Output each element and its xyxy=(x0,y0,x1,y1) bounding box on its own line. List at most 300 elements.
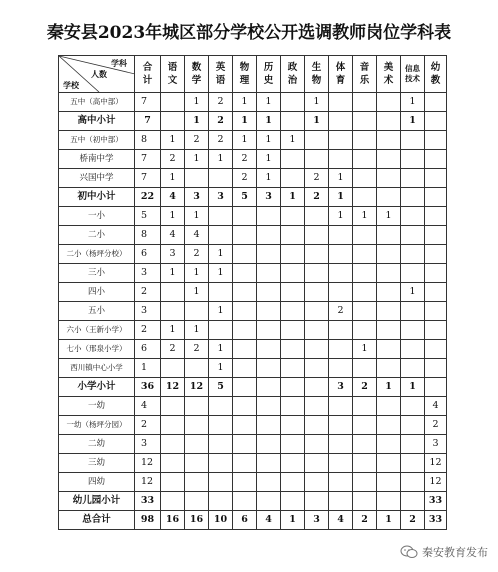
value-cell xyxy=(233,416,257,435)
value-cell: 1 xyxy=(281,188,305,207)
value-cell xyxy=(425,321,447,340)
value-cell: 1 xyxy=(401,112,425,131)
value-cell: 10 xyxy=(209,511,233,530)
value-cell xyxy=(353,492,377,511)
value-cell xyxy=(401,416,425,435)
col-header-label: 美术 xyxy=(383,62,394,86)
value-cell xyxy=(425,188,447,207)
value-cell xyxy=(353,302,377,321)
page-title: 秦安县2023年城区部分学校公开选调教师岗位学科表 xyxy=(46,23,452,43)
value-cell xyxy=(305,226,329,245)
value-cell: 4 xyxy=(425,397,447,416)
value-cell: 12 xyxy=(135,454,161,473)
value-cell: 1 xyxy=(209,264,233,283)
value-cell xyxy=(281,283,305,302)
value-cell: 12 xyxy=(425,473,447,492)
watermark-text: 秦安教育发布 xyxy=(422,546,488,559)
school-name-cell: 兴国中学 xyxy=(59,169,135,188)
value-cell xyxy=(305,283,329,302)
value-cell xyxy=(305,378,329,397)
value-cell: 3 xyxy=(257,188,281,207)
table-body xyxy=(59,93,447,530)
value-cell xyxy=(185,454,209,473)
value-cell: 3 xyxy=(185,188,209,207)
value-cell: 12 xyxy=(185,378,209,397)
value-cell: 1 xyxy=(401,283,425,302)
table-row xyxy=(59,150,447,169)
value-cell xyxy=(161,359,185,378)
value-cell xyxy=(209,397,233,416)
value-cell xyxy=(401,207,425,226)
value-cell xyxy=(305,207,329,226)
value-cell: 1 xyxy=(329,169,353,188)
value-cell: 5 xyxy=(233,188,257,207)
value-cell xyxy=(425,359,447,378)
value-cell xyxy=(257,340,281,359)
value-cell xyxy=(281,378,305,397)
value-cell: 1 xyxy=(257,131,281,150)
col-header-label: 信息技术 xyxy=(405,64,420,83)
value-cell: 1 xyxy=(305,93,329,112)
value-cell: 1 xyxy=(401,93,425,112)
value-cell: 1 xyxy=(161,169,185,188)
value-cell: 1 xyxy=(185,150,209,169)
value-cell xyxy=(257,264,281,283)
value-cell: 36 xyxy=(135,378,161,397)
value-cell xyxy=(401,131,425,150)
school-name-cell: 四幼 xyxy=(59,473,135,492)
value-cell: 12 xyxy=(161,378,185,397)
value-cell xyxy=(257,378,281,397)
value-cell xyxy=(233,378,257,397)
value-cell xyxy=(401,492,425,511)
value-cell xyxy=(233,473,257,492)
value-cell xyxy=(329,397,353,416)
value-cell xyxy=(257,454,281,473)
value-cell xyxy=(233,302,257,321)
value-cell xyxy=(401,169,425,188)
value-cell: 2 xyxy=(425,416,447,435)
value-cell xyxy=(281,264,305,283)
value-cell: 3 xyxy=(161,245,185,264)
value-cell: 1 xyxy=(185,93,209,112)
value-cell: 1 xyxy=(209,150,233,169)
value-cell: 1 xyxy=(305,112,329,131)
table-row xyxy=(59,93,447,112)
value-cell: 2 xyxy=(209,112,233,131)
value-cell: 2 xyxy=(185,340,209,359)
table-row xyxy=(59,302,447,321)
value-cell xyxy=(353,264,377,283)
value-cell xyxy=(425,207,447,226)
value-cell xyxy=(305,492,329,511)
value-cell xyxy=(305,245,329,264)
value-cell: 4 xyxy=(135,397,161,416)
value-cell xyxy=(377,492,401,511)
value-cell: 6 xyxy=(233,511,257,530)
value-cell: 1 xyxy=(185,207,209,226)
value-cell xyxy=(209,283,233,302)
value-cell xyxy=(209,435,233,454)
table-row xyxy=(59,245,447,264)
subtotal-row xyxy=(59,492,447,511)
value-cell: 33 xyxy=(425,511,447,530)
table-row xyxy=(59,131,447,150)
value-cell xyxy=(353,226,377,245)
value-cell xyxy=(233,340,257,359)
value-cell xyxy=(329,321,353,340)
value-cell xyxy=(233,226,257,245)
value-cell: 16 xyxy=(161,511,185,530)
value-cell xyxy=(401,435,425,454)
value-cell xyxy=(329,435,353,454)
value-cell xyxy=(281,435,305,454)
school-name-cell: 二小 xyxy=(59,226,135,245)
value-cell xyxy=(377,283,401,302)
subject-table xyxy=(58,55,447,530)
value-cell: 1 xyxy=(161,207,185,226)
diag-school-label: 学校 xyxy=(63,80,79,90)
value-cell: 8 xyxy=(135,226,161,245)
value-cell: 3 xyxy=(135,435,161,454)
value-cell xyxy=(305,340,329,359)
value-cell: 6 xyxy=(135,340,161,359)
value-cell xyxy=(161,416,185,435)
value-cell: 2 xyxy=(305,169,329,188)
value-cell xyxy=(185,397,209,416)
value-cell xyxy=(329,492,353,511)
value-cell xyxy=(353,321,377,340)
school-name-cell: 五中（初中部） xyxy=(59,131,135,150)
value-cell: 2 xyxy=(305,188,329,207)
value-cell xyxy=(329,131,353,150)
value-cell: 3 xyxy=(425,435,447,454)
value-cell xyxy=(281,93,305,112)
value-cell: 1 xyxy=(185,264,209,283)
value-cell xyxy=(425,169,447,188)
col-header xyxy=(305,56,329,93)
value-cell: 3 xyxy=(135,264,161,283)
value-cell xyxy=(353,454,377,473)
value-cell xyxy=(185,359,209,378)
value-cell xyxy=(233,283,257,302)
value-cell xyxy=(305,359,329,378)
value-cell: 12 xyxy=(425,454,447,473)
diag-count-label: 人数 xyxy=(91,69,107,79)
value-cell xyxy=(377,397,401,416)
value-cell xyxy=(401,245,425,264)
value-cell xyxy=(209,473,233,492)
value-cell: 2 xyxy=(233,169,257,188)
value-cell xyxy=(281,397,305,416)
value-cell xyxy=(209,321,233,340)
value-cell: 1 xyxy=(185,112,209,131)
value-cell xyxy=(305,321,329,340)
value-cell xyxy=(209,492,233,511)
value-cell xyxy=(281,150,305,169)
value-cell xyxy=(377,435,401,454)
value-cell xyxy=(401,359,425,378)
col-header-label: 政治 xyxy=(287,62,298,86)
value-cell xyxy=(329,340,353,359)
value-cell xyxy=(281,473,305,492)
value-cell: 33 xyxy=(135,492,161,511)
value-cell xyxy=(353,112,377,131)
value-cell: 4 xyxy=(329,511,353,530)
value-cell: 1 xyxy=(185,283,209,302)
value-cell: 7 xyxy=(135,112,161,131)
table-row xyxy=(59,454,447,473)
value-cell xyxy=(425,112,447,131)
value-cell xyxy=(281,416,305,435)
value-cell xyxy=(281,169,305,188)
value-cell: 2 xyxy=(209,131,233,150)
table-row xyxy=(59,264,447,283)
value-cell: 1 xyxy=(377,378,401,397)
value-cell xyxy=(353,150,377,169)
subtotal-row xyxy=(59,511,447,530)
diagonal-header-cell xyxy=(59,56,135,93)
value-cell: 2 xyxy=(401,511,425,530)
col-header-label: 语文 xyxy=(167,62,178,86)
value-cell: 1 xyxy=(209,245,233,264)
value-cell xyxy=(353,416,377,435)
value-cell xyxy=(425,245,447,264)
watermark xyxy=(400,544,488,560)
value-cell: 1 xyxy=(329,207,353,226)
value-cell xyxy=(233,359,257,378)
value-cell xyxy=(233,321,257,340)
school-name-cell: 一幼（杨坪分园） xyxy=(59,416,135,435)
value-cell xyxy=(425,378,447,397)
value-cell xyxy=(281,302,305,321)
value-cell xyxy=(185,169,209,188)
value-cell xyxy=(233,245,257,264)
value-cell xyxy=(377,93,401,112)
value-cell xyxy=(329,112,353,131)
value-cell: 2 xyxy=(233,150,257,169)
value-cell: 1 xyxy=(209,302,233,321)
col-header xyxy=(257,56,281,93)
value-cell xyxy=(161,112,185,131)
value-cell: 2 xyxy=(161,340,185,359)
value-cell xyxy=(353,131,377,150)
value-cell xyxy=(305,435,329,454)
wechat-icon xyxy=(400,545,418,559)
value-cell xyxy=(233,454,257,473)
value-cell: 3 xyxy=(135,302,161,321)
value-cell xyxy=(401,150,425,169)
value-cell: 2 xyxy=(135,283,161,302)
col-header xyxy=(281,56,305,93)
value-cell: 2 xyxy=(185,245,209,264)
value-cell: 7 xyxy=(135,93,161,112)
value-cell xyxy=(185,492,209,511)
value-cell: 1 xyxy=(257,150,281,169)
col-header xyxy=(377,56,401,93)
value-cell: 1 xyxy=(353,207,377,226)
value-cell: 3 xyxy=(209,188,233,207)
value-cell xyxy=(281,454,305,473)
value-cell: 7 xyxy=(135,169,161,188)
value-cell xyxy=(377,188,401,207)
value-cell xyxy=(353,435,377,454)
value-cell: 1 xyxy=(377,207,401,226)
value-cell xyxy=(329,454,353,473)
school-name-cell: 五小 xyxy=(59,302,135,321)
col-header-label: 英语 xyxy=(215,62,226,86)
col-header xyxy=(161,56,185,93)
value-cell: 4 xyxy=(257,511,281,530)
school-name-cell: 五中（高中部） xyxy=(59,93,135,112)
col-header-label: 幼教 xyxy=(430,62,441,86)
value-cell xyxy=(257,302,281,321)
value-cell xyxy=(377,226,401,245)
value-cell xyxy=(233,397,257,416)
col-header-label: 音乐 xyxy=(359,62,370,86)
value-cell: 1 xyxy=(209,359,233,378)
header-row xyxy=(59,56,447,93)
value-cell xyxy=(161,93,185,112)
value-cell xyxy=(425,340,447,359)
school-name-cell: 一小 xyxy=(59,207,135,226)
value-cell xyxy=(377,473,401,492)
value-cell: 3 xyxy=(305,511,329,530)
value-cell xyxy=(185,302,209,321)
table-row xyxy=(59,359,447,378)
value-cell xyxy=(377,359,401,378)
value-cell xyxy=(401,321,425,340)
value-cell xyxy=(377,321,401,340)
value-cell: 1 xyxy=(281,131,305,150)
table-row xyxy=(59,283,447,302)
value-cell xyxy=(329,226,353,245)
value-cell: 1 xyxy=(135,359,161,378)
value-cell xyxy=(185,416,209,435)
value-cell xyxy=(401,226,425,245)
value-cell xyxy=(209,169,233,188)
value-cell xyxy=(425,226,447,245)
col-header xyxy=(135,56,161,93)
value-cell: 3 xyxy=(329,378,353,397)
value-cell xyxy=(401,340,425,359)
value-cell xyxy=(401,264,425,283)
value-cell xyxy=(377,245,401,264)
value-cell xyxy=(329,264,353,283)
value-cell xyxy=(425,283,447,302)
value-cell xyxy=(353,169,377,188)
col-header xyxy=(185,56,209,93)
value-cell: 4 xyxy=(161,188,185,207)
table-row xyxy=(59,435,447,454)
table-row xyxy=(59,473,447,492)
value-cell xyxy=(209,454,233,473)
value-cell: 1 xyxy=(185,321,209,340)
value-cell xyxy=(353,93,377,112)
col-header xyxy=(353,56,377,93)
value-cell xyxy=(377,169,401,188)
value-cell: 4 xyxy=(185,226,209,245)
value-cell xyxy=(305,397,329,416)
school-name-cell: 小学小计 xyxy=(59,378,135,397)
value-cell xyxy=(185,435,209,454)
value-cell xyxy=(209,416,233,435)
value-cell xyxy=(329,245,353,264)
school-name-cell: 三小 xyxy=(59,264,135,283)
value-cell: 1 xyxy=(233,131,257,150)
value-cell xyxy=(209,226,233,245)
value-cell: 2 xyxy=(135,416,161,435)
subtotal-row xyxy=(59,112,447,131)
subtotal-row xyxy=(59,378,447,397)
value-cell: 7 xyxy=(135,150,161,169)
value-cell xyxy=(161,454,185,473)
school-name-cell: 二小（杨坪分校） xyxy=(59,245,135,264)
table-row xyxy=(59,169,447,188)
value-cell xyxy=(281,492,305,511)
value-cell: 2 xyxy=(185,131,209,150)
value-cell xyxy=(353,245,377,264)
value-cell xyxy=(377,131,401,150)
value-cell: 2 xyxy=(135,321,161,340)
school-name-cell: 西川镇中心小学 xyxy=(59,359,135,378)
table-row xyxy=(59,226,447,245)
value-cell xyxy=(377,416,401,435)
value-cell: 5 xyxy=(209,378,233,397)
value-cell: 2 xyxy=(209,93,233,112)
value-cell: 1 xyxy=(209,340,233,359)
value-cell xyxy=(281,245,305,264)
value-cell: 1 xyxy=(257,112,281,131)
table-row xyxy=(59,397,447,416)
col-header xyxy=(233,56,257,93)
value-cell: 1 xyxy=(353,340,377,359)
value-cell: 5 xyxy=(135,207,161,226)
value-cell: 2 xyxy=(353,378,377,397)
value-cell xyxy=(161,435,185,454)
value-cell xyxy=(353,359,377,378)
value-cell xyxy=(257,245,281,264)
col-header xyxy=(425,56,447,93)
value-cell xyxy=(257,321,281,340)
school-name-cell: 桥南中学 xyxy=(59,150,135,169)
value-cell: 22 xyxy=(135,188,161,207)
value-cell xyxy=(377,150,401,169)
value-cell xyxy=(281,207,305,226)
value-cell: 98 xyxy=(135,511,161,530)
value-cell xyxy=(305,150,329,169)
table-row xyxy=(59,321,447,340)
school-name-cell: 三幼 xyxy=(59,454,135,473)
value-cell xyxy=(233,435,257,454)
value-cell xyxy=(425,150,447,169)
table-row xyxy=(59,416,447,435)
value-cell xyxy=(257,226,281,245)
value-cell xyxy=(425,302,447,321)
value-cell xyxy=(401,454,425,473)
value-cell xyxy=(161,283,185,302)
school-name-cell: 四小 xyxy=(59,283,135,302)
value-cell xyxy=(329,416,353,435)
school-name-cell: 七小（邢泉小学） xyxy=(59,340,135,359)
value-cell xyxy=(161,302,185,321)
value-cell xyxy=(161,492,185,511)
value-cell: 1 xyxy=(377,511,401,530)
subtotal-row xyxy=(59,188,447,207)
value-cell xyxy=(329,93,353,112)
value-cell: 1 xyxy=(257,169,281,188)
value-cell xyxy=(209,207,233,226)
